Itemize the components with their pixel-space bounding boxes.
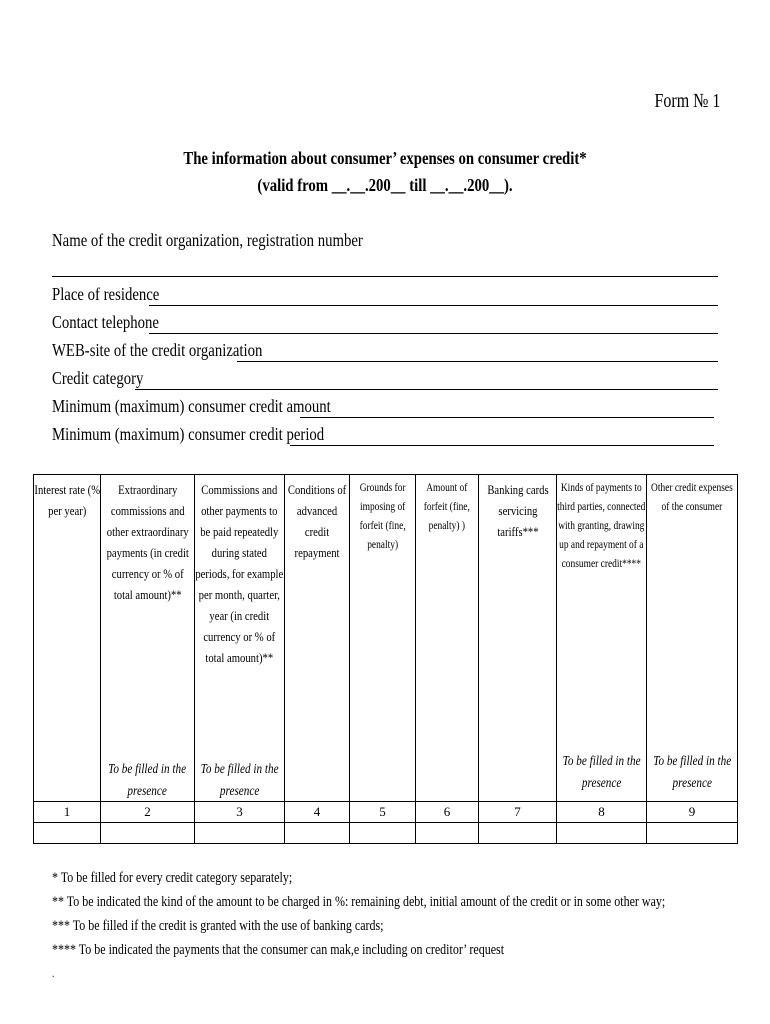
header-8-fill-note: To be filled in the presence xyxy=(562,754,641,791)
document-title xyxy=(0,145,770,199)
column-number: 3 xyxy=(195,802,285,823)
table-cell[interactable] xyxy=(557,823,647,844)
footnote-2: ** To be indicated the kind of the amount to be charged in %: remaining debt, initial amount of the credit or in some other way; xyxy=(52,894,666,910)
residence-field[interactable] xyxy=(52,284,718,312)
org-name-field xyxy=(52,230,718,258)
header-third-party-payments: Kinds of payments to third parties, connected with granting, drawing up and repayment of a consumer credit**** To be filled in the presence xyxy=(557,475,647,802)
website-field[interactable] xyxy=(52,340,718,368)
footnote-1: * To be filled for every credit category separately; xyxy=(52,870,293,886)
form-number: Form № 1 xyxy=(654,90,720,112)
period-line[interactable] xyxy=(290,445,714,446)
footnote-4: **** To be indicated the payments that the consumer can mak,e including on creditor’ request xyxy=(52,942,505,958)
org-name-line-row[interactable] xyxy=(52,255,718,283)
header-interest-rate: Interest rate (% per year) xyxy=(34,475,101,802)
residence-line[interactable] xyxy=(149,305,718,306)
table-cell[interactable] xyxy=(350,823,416,844)
period-label: Minimum (maximum) consumer credit period xyxy=(52,424,325,444)
telephone-line[interactable] xyxy=(149,333,718,334)
period-field[interactable] xyxy=(52,424,718,452)
org-name-label: Name of the credit organization, registration number xyxy=(52,230,363,250)
table-header-row xyxy=(34,475,738,802)
org-name-line[interactable] xyxy=(52,276,718,277)
header-9-fill-note: To be filled in the presence xyxy=(653,754,731,791)
residence-label: Place of residence xyxy=(52,284,160,304)
header-extraordinary-commissions: Extraordinary commissions and other extraordinary payments (in credit currency or % of total amount)** To be filled in the presence xyxy=(101,475,195,802)
category-label: Credit category xyxy=(52,368,144,388)
amount-label: Minimum (maximum) consumer credit amount xyxy=(52,396,331,416)
table-cell[interactable] xyxy=(34,823,101,844)
column-number: 7 xyxy=(479,802,557,823)
telephone-field[interactable] xyxy=(52,312,718,340)
column-number-row xyxy=(34,802,738,823)
header-2-fill-note: To be filled in the presence xyxy=(108,762,187,799)
footnote-3: *** To be filled if the credit is granted with the use of banking cards; xyxy=(52,918,384,934)
column-number: 8 xyxy=(557,802,647,823)
table-cell[interactable] xyxy=(479,823,557,844)
column-number: 5 xyxy=(350,802,416,823)
header-forfeit-grounds: Grounds for imposing of forfeit (fine, penalty) xyxy=(350,475,416,802)
website-line[interactable] xyxy=(237,361,718,362)
telephone-label: Contact telephone xyxy=(52,312,159,332)
column-number: 4 xyxy=(285,802,350,823)
table-cell[interactable] xyxy=(285,823,350,844)
title-line-1: The information about consumer’ expenses on consumer credit* xyxy=(183,148,587,168)
title-line-2: (valid from __.__.200__ till __.__.200__). xyxy=(257,175,513,195)
amount-line[interactable] xyxy=(300,417,714,418)
website-label: WEB-site of the credit organization xyxy=(52,340,263,360)
header-banking-cards: Banking cards servicing tariffs*** xyxy=(479,475,557,802)
header-other-expenses: Other credit expenses of the consumer To be filled in the presence xyxy=(647,475,738,802)
column-number: 1 xyxy=(34,802,101,823)
table-cell[interactable] xyxy=(416,823,479,844)
category-field[interactable] xyxy=(52,368,718,396)
header-repeated-commissions: Commissions and other payments to be paid repeatedly during stated periods, for example per month, quarter, year (in credit currency or % of total amount)** To be filled in the presence xyxy=(195,475,285,802)
table-cell[interactable] xyxy=(647,823,738,844)
amount-field[interactable] xyxy=(52,396,718,424)
table-cell[interactable] xyxy=(195,823,285,844)
header-forfeit-amount: Amount of forfeit (fine, penalty) ) xyxy=(416,475,479,802)
table-entry-row[interactable] xyxy=(34,823,738,844)
header-advanced-repayment: Conditions of advanced credit repayment xyxy=(285,475,350,802)
column-number: 6 xyxy=(416,802,479,823)
table-cell[interactable] xyxy=(101,823,195,844)
column-number: 2 xyxy=(101,802,195,823)
header-3-fill-note: To be filled in the presence xyxy=(200,762,279,799)
category-line[interactable] xyxy=(135,389,718,390)
column-number: 9 xyxy=(647,802,738,823)
expenses-table xyxy=(33,474,738,844)
footnote-dot: . xyxy=(52,966,55,980)
